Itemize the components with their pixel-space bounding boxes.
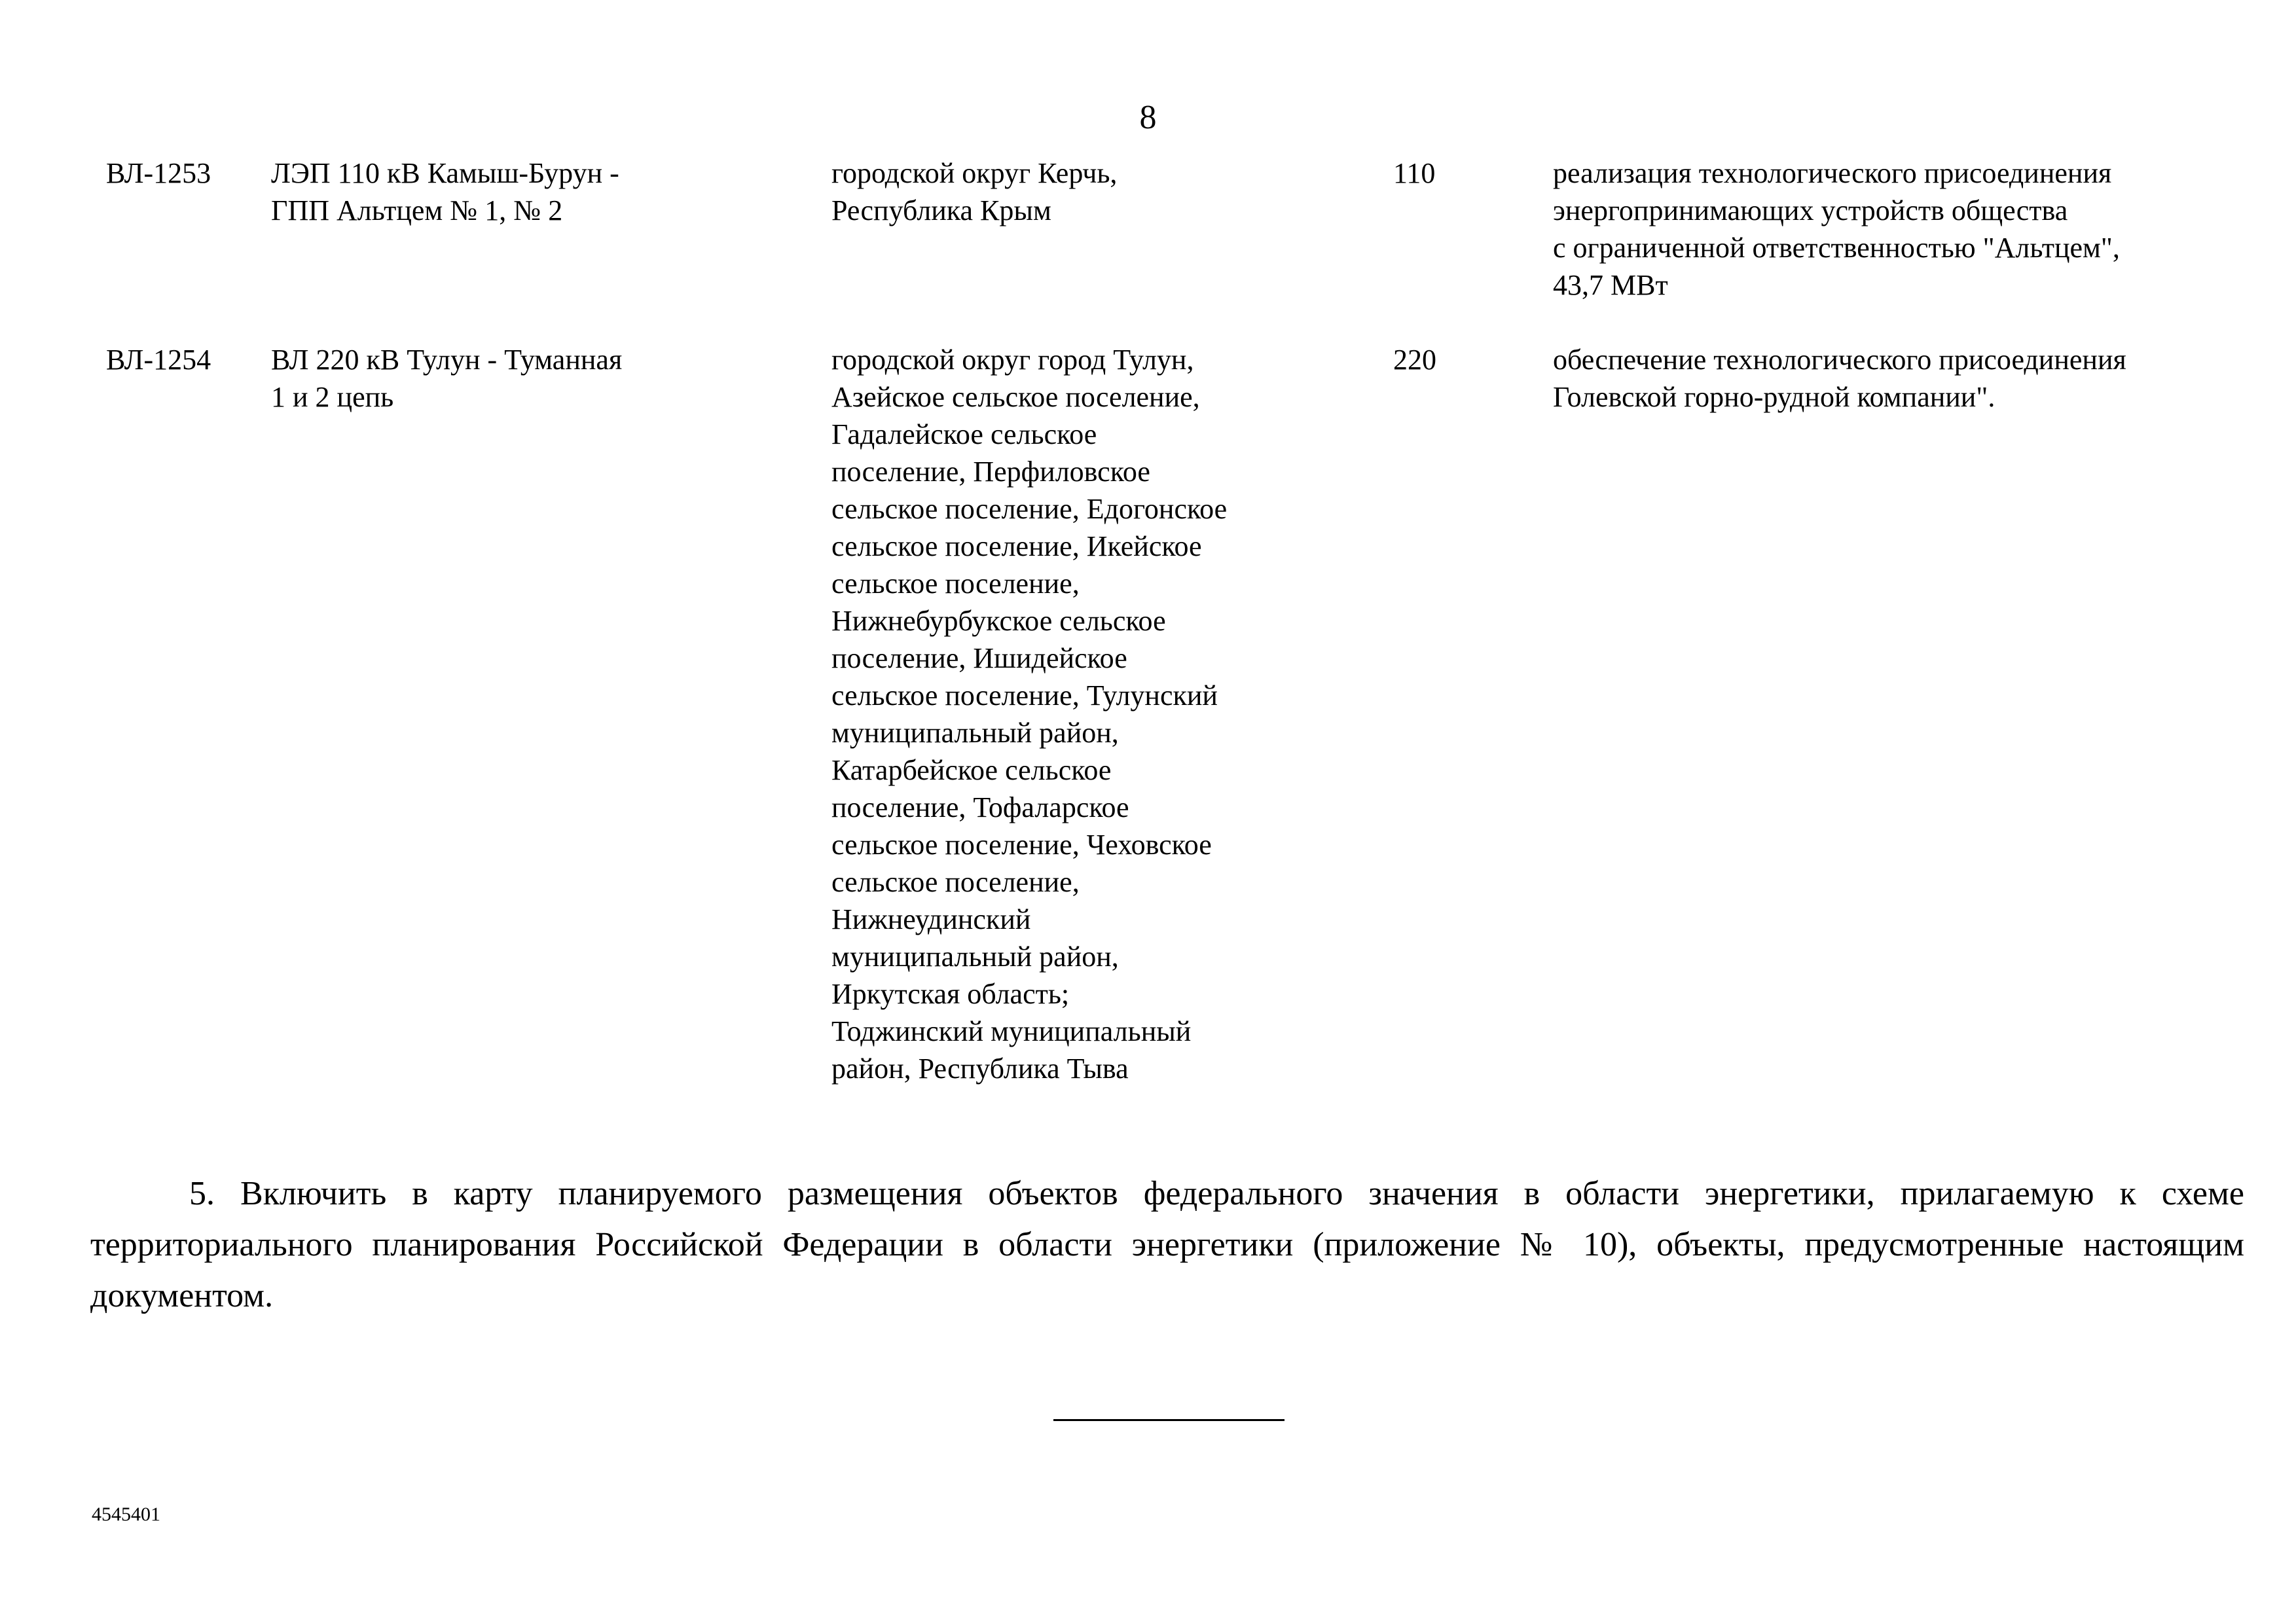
object-voltage: 220 — [1393, 344, 1436, 376]
object-name: ЛЭП 110 кВ Камыш-Бурун - ГПП Альтцем № 1, № 2 — [271, 157, 619, 226]
object-location: городской округ город Тулун, Азейское сельское поселение, Гадалейское сельское поселение, Перфиловское сельское поселение, Едогонское сельское поселение, Икейское сельское поселение, Нижнебурбукское сельское поселение, Ишидейское сельское поселение, Тулунский муниципальный район, Катарбейское сельское поселение, Тофаларское сельское поселение, Чеховское сельское поселение, Нижнеудинский муниципальный район, Иркутская область; Тоджинский муниципальный район, Республика Тыва — [831, 344, 1228, 1085]
end-divider — [1053, 1419, 1285, 1421]
object-code: ВЛ-1253 — [106, 157, 211, 189]
page-number: 8 — [1139, 99, 1157, 136]
object-purpose: реализация технологического присоединения энергопринимающих устройств общества с ограниченной ответственностью "Альтцем", 43,7 МВт — [1553, 157, 2120, 301]
object-voltage: 110 — [1393, 157, 1436, 189]
object-code: ВЛ-1254 — [106, 344, 211, 376]
clause-paragraph: 5. Включить в карту планируемого размещения объектов федерального значения в области энергетики, прилагаемую к схеме территориального планирования Российской Федерации в области энергетики (приложение № 10), объекты, предусмотренные настоящим документом. — [90, 1175, 2244, 1314]
object-purpose: обеспечение технологического присоединения Голевской горно-рудной компании". — [1553, 344, 2126, 413]
object-location: городской округ Керчь, Республика Крым — [831, 157, 1118, 226]
document-id: 4545401 — [92, 1504, 160, 1525]
object-name: ВЛ 220 кВ Тулун - Туманная 1 и 2 цепь — [271, 344, 623, 413]
